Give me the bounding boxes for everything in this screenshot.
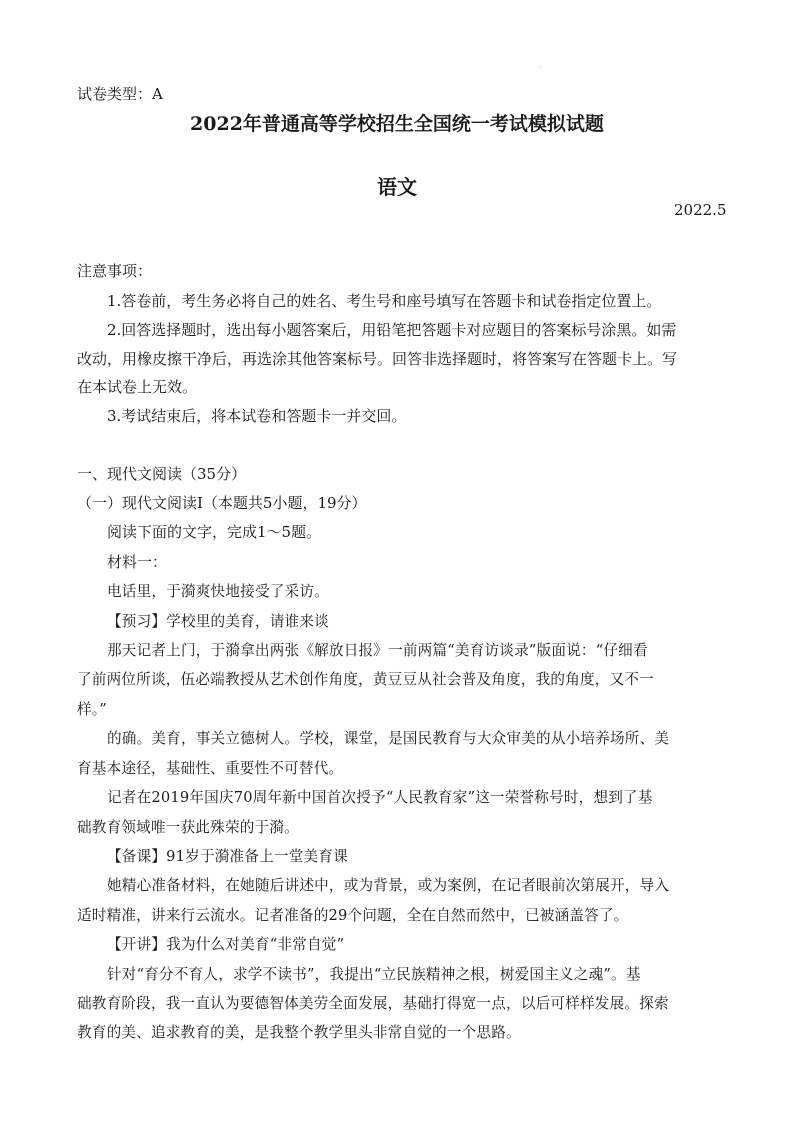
article-line: 教育的美、追求教育的美，是我整个教学里头非常自觉的一个思路。 (77, 1024, 521, 1041)
exam-title: 2022年普通高等学校招生全国统一考试模拟试题 (190, 113, 604, 135)
article-line: 针对“育分不育人，求学不读书”，我提出“立民族精神之根，树爱国主义之魂”。基 (107, 966, 641, 983)
article-line: 础教育阶段，我一直认为要德智体美劳全面发展，基础打得宽一点，以后可样样发展。探索 (77, 995, 669, 1012)
article-line: 了前两位所谈，伍必端教授从艺术创作角度，黄豆豆从社会普及角度，我的角度，又不一 (77, 671, 654, 688)
article-line: 的确。美育，事关立德树人。学校，课堂，是国民教育与大众审美的从小培养场所、美 (107, 730, 670, 747)
article-subheading-preview: 【预习】学校里的美育，请谁来谈 (107, 613, 329, 630)
notice-item-1: 1.答卷前，考生务必将自己的姓名、考生号和座号填写在答题卡和试卷指定位置上。 (107, 292, 662, 310)
article-subheading-lecture: 【开讲】我为什么对美育“非常自觉” (107, 936, 345, 953)
exam-date: 2022.5 (674, 201, 727, 219)
article-line: 记者在2019年国庆70周年新中国首次授予“人民教育家”这一荣誉称号时，想到了基 (107, 789, 653, 806)
notice-item-3: 3.考试结束后，将本试卷和答题卡一并交回。 (107, 407, 407, 425)
reading-instruction: 阅读下面的文字，完成1～5题。 (107, 523, 322, 541)
notice-heading: 注意事项： (77, 262, 153, 280)
article-line: 础教育领域唯一获此殊荣的于漪。 (77, 819, 299, 836)
subject-title: 语文 (377, 175, 417, 199)
article-line: 适时精准，讲来行云流水。记者准备的29个问题，全在自然而然中，已被涵盖答了。 (77, 907, 629, 924)
section-heading: 一、现代文阅读（35分） (77, 465, 247, 483)
material-label: 材料一： (107, 553, 168, 571)
paper-type: 试卷类型：A (77, 85, 163, 103)
article-line: 她精心准备材料，在她随后讲述中，或为背景，或为案例，在记者眼前次第展开，导入 (107, 877, 670, 894)
article-line: 育基本途径，基础性、重要性不可替代。 (77, 760, 344, 777)
article-line: 那天记者上门，于漪拿出两张《解放日报》一前两篇“美育访谈录”版面说：“仔细看 (107, 642, 648, 659)
notice-item-2-line-1: 2.回答选择题时，选出每小题答案后，用铅笔把答题卡对应题目的答案标号涂黑。如需 (107, 321, 677, 339)
corner-mark: ' (540, 66, 542, 73)
article-paragraph: 电话里，于漪爽快地接受了采访。 (107, 583, 329, 600)
article-line: 样。” (77, 701, 107, 718)
notice-item-2-line-3: 在本试卷上无效。 (77, 378, 198, 396)
article-subheading-prep: 【备课】91岁于漪准备上一堂美育课 (107, 848, 348, 865)
section-subheading: （一）现代文阅读Ⅰ（本题共5小题，19分） (77, 494, 367, 512)
notice-item-2-line-2: 改动，用橡皮擦干净后，再选涂其他答案标号。回答非选择题时，将答案写在答题卡上。写 (77, 350, 678, 368)
